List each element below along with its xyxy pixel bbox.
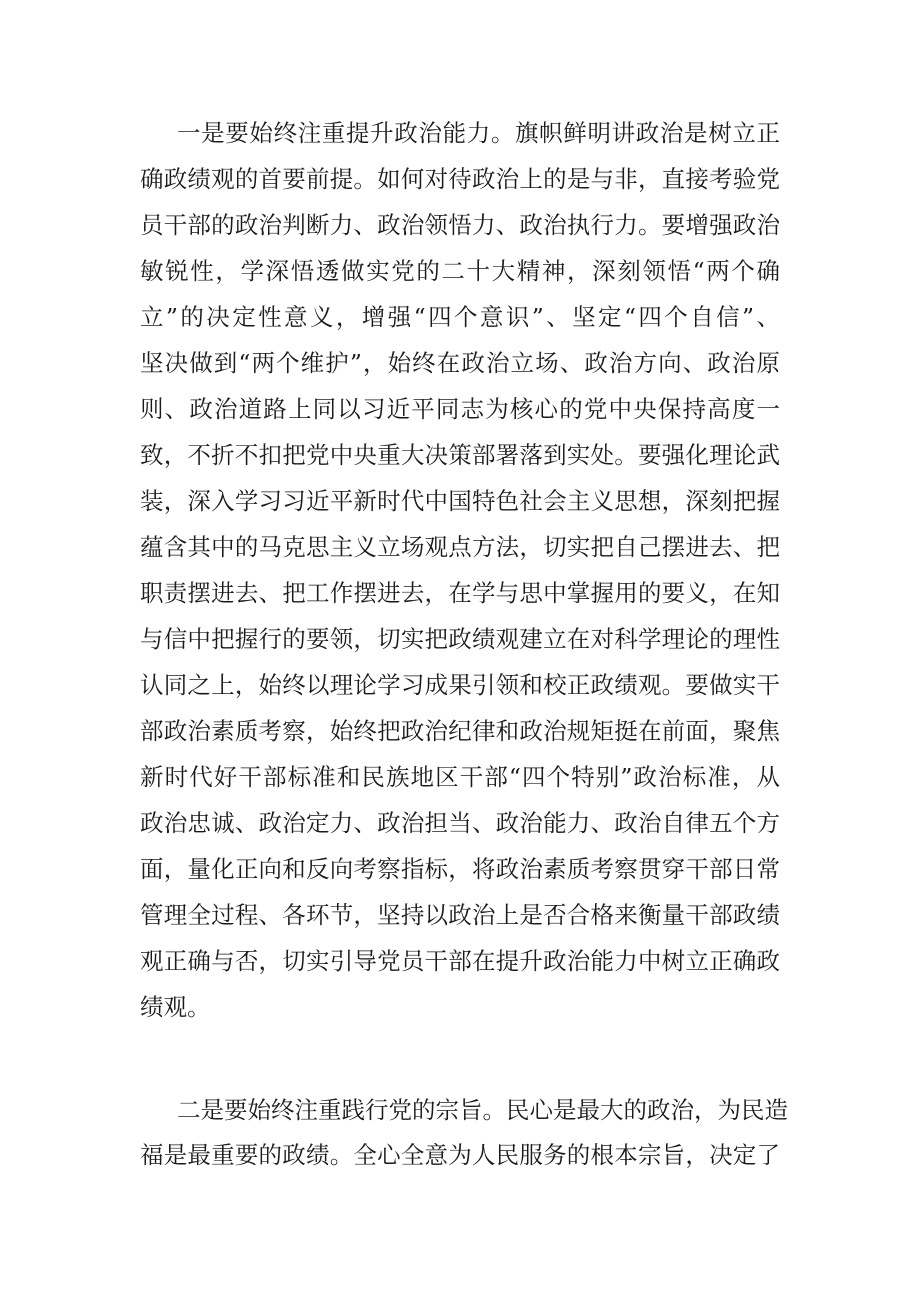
paragraph-political-capability: [140, 110, 780, 1030]
text-line: 与信中把握行的要领，切实把政绩观建立在对科学理论的理性: [140, 625, 780, 653]
text-line: 部政治素质考察，始终把政治纪律和政治规矩挺在前面，聚焦: [140, 717, 780, 745]
text-line: 致，不折不扣把党中央重大决策部署落到实处。要强化理论武: [140, 441, 780, 469]
text-line: 坚决做到“两个维护”，始终在政治立场、政治方向、政治原: [140, 349, 780, 377]
paragraph-party-purpose: [140, 1089, 788, 1178]
text-line: 蕴含其中的马克思主义立场观点方法，切实把自己摆进去、把: [140, 533, 780, 561]
text-line: 面，量化正向和反向考察指标，将政治素质考察贯穿干部日常: [140, 855, 780, 883]
text-line: 管理全过程、各环节，坚持以政治上是否合格来衡量干部政绩: [140, 901, 780, 929]
text-line: 确政绩观的首要前提。如何对待政治上的是与非，直接考验党: [140, 165, 780, 193]
text-line: 认同之上，始终以理论学习成果引领和校正政绩观。要做实干: [140, 671, 780, 699]
text-line: 福是最重要的政绩。全心全意为人民服务的根本宗旨，决定了: [140, 1141, 780, 1169]
text-line: 二是要始终注重践行党的宗旨。民心是最大的政治，为民造: [177, 1096, 788, 1124]
text-line: 职责摆进去、把工作摆进去，在学与思中掌握用的要义，在知: [140, 579, 780, 607]
text-line: 政治忠诚、政治定力、政治担当、政治能力、政治自律五个方: [140, 809, 780, 837]
text-line: 观正确与否，切实引导党员干部在提升政治能力中树立正确政: [140, 947, 780, 975]
text-line: 员干部的政治判断力、政治领悟力、政治执行力。要增强政治: [140, 211, 780, 239]
text-line: 敏锐性，学深悟透做实党的二十大精神，深刻领悟“两个确: [140, 257, 780, 285]
text-line: 一是要始终注重提升政治能力。旗帜鲜明讲政治是树立正: [177, 119, 780, 147]
text-line: 装，深入学习习近平新时代中国特色社会主义思想，深刻把握: [140, 487, 780, 515]
text-line: 新时代好干部标准和民族地区干部“四个特别”政治标准，从: [140, 763, 780, 791]
text-line: 绩观。: [140, 993, 211, 1021]
text-line: 立”的决定性意义，增强“四个意识”、坚定“四个自信”、: [140, 303, 780, 331]
text-line: 则、政治道路上同以习近平同志为核心的党中央保持高度一: [140, 395, 780, 423]
